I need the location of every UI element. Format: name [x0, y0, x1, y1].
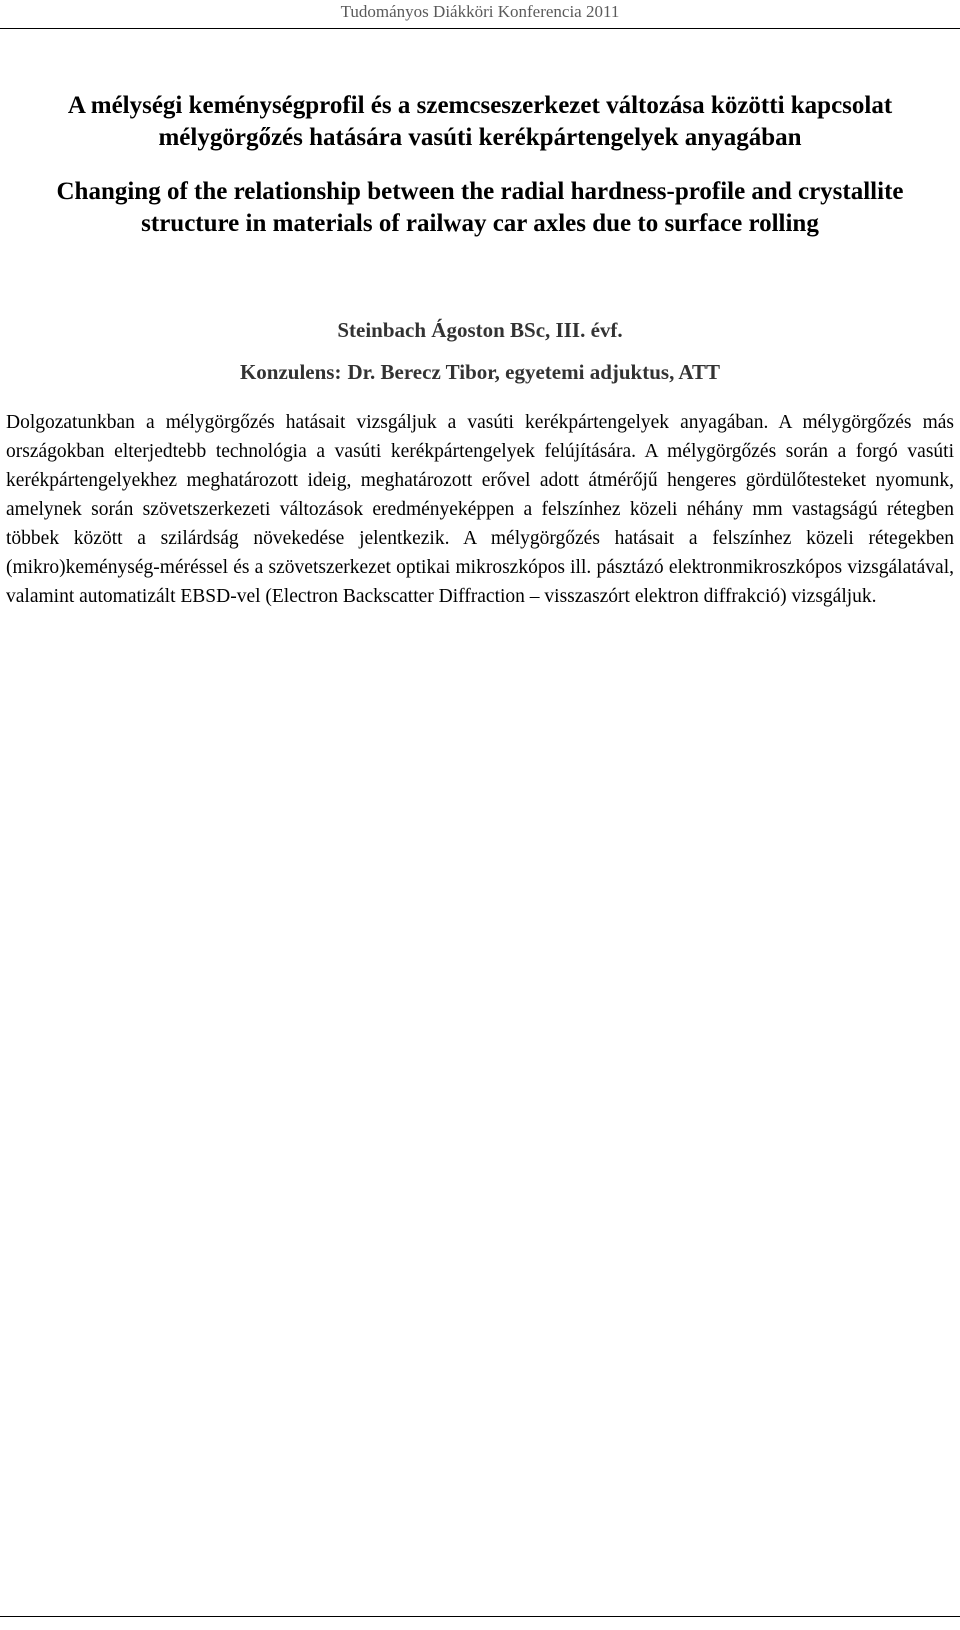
page-header [0, 0, 960, 28]
advisor-name: Dr. Berecz Tibor, egyetemi adjuktus, ATT [347, 360, 721, 384]
author-line: Steinbach Ágoston BSc, III. évf. [337, 318, 623, 342]
advisor-line [0, 360, 960, 385]
conference-name: Tudományos Diákköri Konferencia 2011 [340, 2, 620, 21]
abstract-paragraph: Dolgozatunkban a mélygörgőzés hatásait vizsgáljuk a vasúti kerékpártengelyek anyagában. A mélygörgőzés más országokban elterjedtebb technológia a vasúti kerékpártengelyek felújítására. A mélygörgőzés során a forgó vasúti kerékpártengelyekhez meghatározott ideig, meghatározott erővel adott átmérőjű hengeres gördülőtesteket nyomunk, amelynek során szövetszerkezeti változások eredményeképpen a felszínhez közeli néhány mm vastagságú rétegben többek között a szilárdság növekedése jelentkezik. A mélygörgőzés hatásait a felszínhez közeli rétegekben (mikro)keménység-méréssel és a szövetszerkezet optikai mikroszkópos ill. pásztázó elektronmikroszkópos vizsgálatával, valamint automatizált EBSD-vel (Electron Backscatter Diffraction – visszaszórt elektron diffrakció) vizsgáljuk. [6, 412, 954, 607]
advisor-label: Konzulens: [239, 360, 342, 384]
footer-divider [0, 1616, 960, 1617]
title-hungarian: A mélységi keménységprofil és a szemcseszerkezet változása közötti kapcsolat mélygörgőzés hatására vasúti kerékpártengelyek anyagában [67, 92, 893, 151]
title-english: Changing of the relationship between the radial hardness-profile and crystallite structure in materials of railway car axles due to surface rolling [56, 178, 904, 237]
header-divider [0, 28, 960, 29]
